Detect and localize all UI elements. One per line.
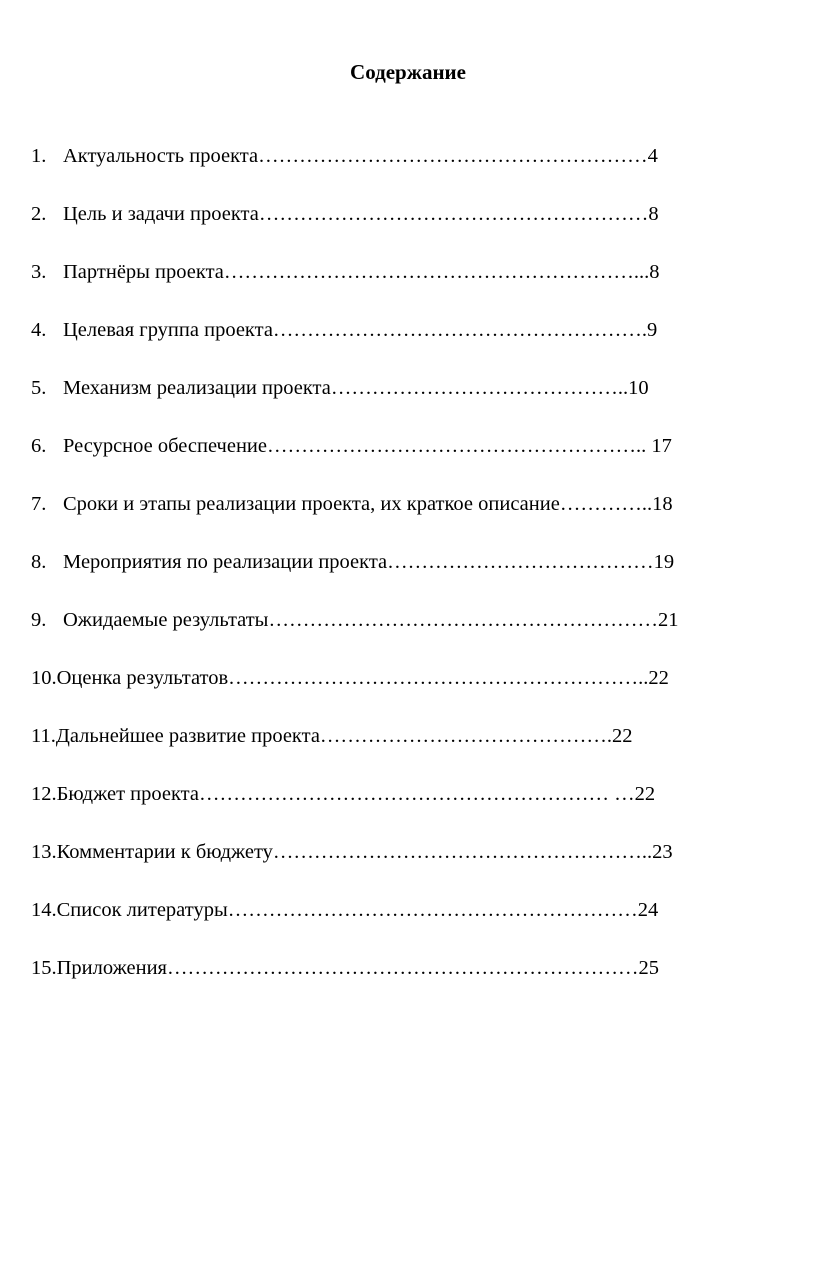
toc-entry-number: 1. xyxy=(31,145,47,167)
toc-entry-text: Комментарии к бюджету………………………………………………..23 xyxy=(56,841,673,863)
toc-entry-text: Ресурсное обеспечение……………………………………………….. 17 xyxy=(63,435,672,457)
toc-entry-number: 13. xyxy=(31,841,57,863)
toc-entry-14 xyxy=(31,895,678,953)
toc-entry-number: 10. xyxy=(31,667,57,689)
toc-entry-12 xyxy=(31,779,678,837)
toc-entry-8 xyxy=(31,547,678,605)
toc-entry-text: Дальнейшее развитие проекта…………………………………….22 xyxy=(55,725,633,747)
toc-entry-text: Оценка результатов……………………………………………………..22 xyxy=(56,667,669,689)
toc-entry-number: 3. xyxy=(31,261,47,283)
toc-entry-11 xyxy=(31,721,678,779)
page-title: Содержание xyxy=(350,60,466,84)
toc-entry-number: 14. xyxy=(31,899,57,921)
toc-entry-7 xyxy=(31,489,678,547)
toc-entry-number: 8. xyxy=(31,551,47,573)
toc-entry-number: 9. xyxy=(31,609,47,631)
toc-entry-text: Ожидаемые результаты…………………………………………………21 xyxy=(63,609,679,631)
toc-entry-number: 12. xyxy=(31,783,57,805)
table-of-contents xyxy=(31,141,678,1011)
toc-entry-text: Сроки и этапы реализации проекта, их краткое описание…………..18 xyxy=(63,493,673,515)
toc-entry-9 xyxy=(31,605,678,663)
toc-entry-number: 15. xyxy=(31,957,57,979)
toc-entry-text: Актуальность проекта…………………………………………………4 xyxy=(63,145,658,167)
toc-entry-text: Мероприятия по реализации проекта…………………………………19 xyxy=(63,551,675,573)
toc-entry-text: Механизм реализации проекта……………………………………..10 xyxy=(63,377,649,399)
toc-entry-2 xyxy=(31,199,678,257)
toc-entry-15 xyxy=(31,953,678,1011)
toc-entry-text: Бюджет проекта…………………………………………………… …22 xyxy=(56,783,656,805)
toc-entry-10 xyxy=(31,663,678,721)
toc-entry-text: Целевая группа проекта……………………………………………….9 xyxy=(63,319,658,341)
toc-entry-13 xyxy=(31,837,678,895)
toc-entry-number: 4. xyxy=(31,319,47,341)
toc-entry-6 xyxy=(31,431,678,489)
toc-entry-1 xyxy=(31,141,678,199)
toc-entry-text: Цель и задачи проекта…………………………………………………8 xyxy=(63,203,659,225)
toc-entry-text: Приложения……………………………………………………………25 xyxy=(56,957,659,979)
toc-entry-4 xyxy=(31,315,678,373)
toc-entry-text: Партнёры проекта……………………………………………………...8 xyxy=(63,261,660,283)
toc-entry-number: 5. xyxy=(31,377,47,399)
toc-entry-text: Список литературы……………………………………………………24 xyxy=(56,899,659,921)
toc-entry-3 xyxy=(31,257,678,315)
toc-entry-number: 2. xyxy=(31,203,47,225)
toc-entry-number: 6. xyxy=(31,435,47,457)
toc-entry-number: 11. xyxy=(31,725,56,747)
toc-entry-number: 7. xyxy=(31,493,47,515)
toc-entry-5 xyxy=(31,373,678,431)
